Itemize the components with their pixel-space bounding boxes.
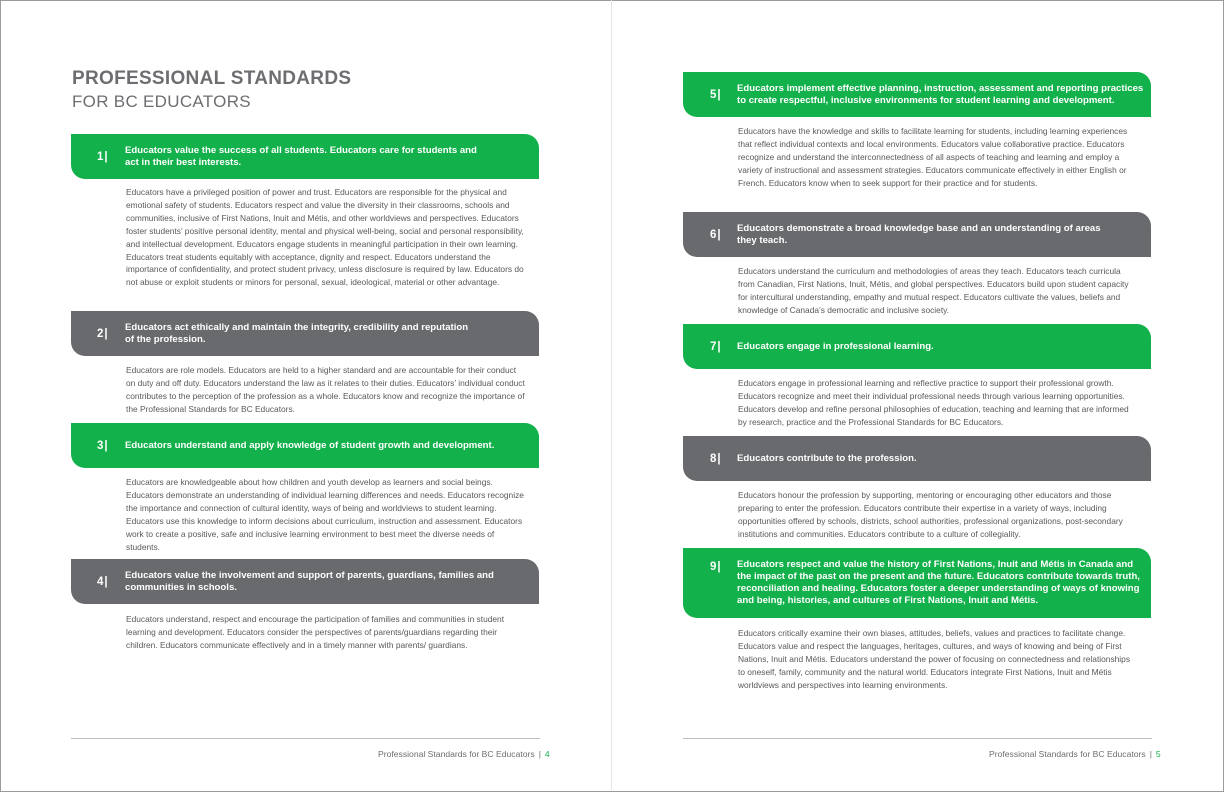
- standard-3-heading: Educators understand and apply knowledge of student growth and development.: [125, 439, 495, 451]
- standard-9-banner: [683, 548, 1151, 618]
- standard-4-number: 4|: [97, 575, 109, 588]
- standard-3-number: 3|: [97, 439, 109, 452]
- page-number: 5: [1155, 749, 1161, 759]
- standard-8-banner: [683, 436, 1151, 481]
- page-subtitle: FOR BC EDUCATORS: [72, 92, 251, 111]
- standard-3-text: Educators are knowledgeable about how children and youth develop as learners and social beings. Educators demonstrate an understanding of individual learning differences and needs. Educators recognize the importance and connection of cultural identity, ways of being and worldviews to student learning. Educators use this knowledge to inform decisions about curriculum, instruction and assessment. Educators work to create a positive, safe and inclusive learning environment to best meet the diverse needs of students.: [126, 477, 524, 552]
- standard-7-number: 7|: [710, 340, 722, 353]
- footer-right: [989, 749, 1161, 759]
- footer-rule-left: [71, 738, 540, 739]
- standard-3-banner: [71, 423, 539, 468]
- standard-5-text: Educators have the knowledge and skills to facilitate learning for students, including learning experiences that reflect individual contexts and local environments. Educators value collaborative practice. Educators recognize and understand the interconnectedness of all aspects of teaching and learning and employ a variety of instructional and assessment strategies. Educators communicate effectively in either English or French. Educators know when to seek support for their practice and for students.: [738, 126, 1128, 188]
- standard-1-heading: Educators value the success of all students. Educators care for students and act in their best interests.: [125, 144, 477, 168]
- page-number: 4: [544, 749, 550, 759]
- standard-2-banner: [71, 311, 539, 356]
- standard-5-banner: [683, 72, 1151, 117]
- footer-rule-right: [683, 738, 1152, 739]
- standard-4-text: Educators understand, respect and encourage the participation of families and communities in student learning and development. Educators consider the perspectives of parents/guardians regarding their children. Educators communicate effectively and in a timely manner with parents/ guardians.: [126, 614, 505, 650]
- standard-2-text: Educators are role models. Educators are held to a higher standard and are accountable for their conduct on duty and off duty. Educators understand the law as it relates to their duties. Educators’ individual conduct contributes to the perception of the profession as a whole. Educators know and recognize the importance of the Professional Standards for BC Educators.: [126, 365, 525, 414]
- page-gutter: [611, 0, 612, 790]
- standard-6-text: Educators understand the curriculum and methodologies of areas they teach. Educators teach curricula from Canadian, First Nations, Inuit, Métis, and global perspectives. Educators build upon student capacity for intercultural understanding, empathy and mutual respect. Educators cultivate the values, beliefs and knowledge of Canada’s democratic and inclusive society.: [738, 266, 1129, 315]
- standard-2-heading: Educators act ethically and maintain the integrity, credibility and reputation of the profession.: [125, 321, 469, 345]
- standard-4-heading: Educators value the involvement and support of parents, guardians, families and communities in schools.: [125, 569, 494, 593]
- standard-8-text: Educators honour the profession by supporting, mentoring or encouraging other educators and those preparing to enter the profession. Educators contribute their expertise in a variety of ways, including opportunities offered by schools, districts, school authorities, professional organizations, post-secondary institutions and communities. Educators contribute to a culture of collegiality.: [738, 490, 1123, 539]
- footer-separator: |: [1149, 749, 1152, 759]
- standard-5-number: 5|: [710, 88, 722, 101]
- standard-9-text: Educators critically examine their own biases, attitudes, beliefs, values and practices to facilitate change. Educators value and respect the languages, heritages, cultures, and ways of knowing and being of First Nations, Inuit and Métis. Educators understand the power of focusing on connectedness and relationships to oneself, family, community and the natural world. Educators integrate First Nations, Inuit and Métis worldviews and perspectives into learning environments.: [738, 628, 1131, 690]
- standard-2-number: 2|: [97, 327, 109, 340]
- standard-1-text: Educators have a privileged position of power and trust. Educators are responsible for the physical and emotional safety of students. Educators respect and value the diversity in their classrooms, schools and communities, inclusive of First Nations, Inuit and Métis, and other worldviews and perspectives. Educators foster students’ positive personal identity, mental and physical well-being, social and personal responsibility, and intellectual development. Educators engage students in meaningful participation in their own learning. Educators treat students equitably with acceptance, dignity and respect. Educators understand the importance of confidentiality, and protect student privacy, unless disclosure is required by law. Educators do not abuse or exploit students or minors for personal, sexual, ideological, material or other advantage.: [126, 187, 524, 288]
- standard-7-banner: [683, 324, 1151, 369]
- standard-4-banner: [71, 559, 539, 604]
- standard-8-heading: Educators contribute to the profession.: [737, 452, 917, 464]
- standard-9-heading: Educators respect and value the history of First Nations, Inuit and Métis in Canada and the impact of the past on the present and the future. Educators contribute towards truth, reconciliation and healing. Educators foster a deeper understanding of ways of knowing and being, histories, and cultures of First Nations, Inuit and Métis.: [737, 559, 1140, 606]
- standard-6-heading: Educators demonstrate a broad knowledge base and an understanding of areas they teach.: [737, 222, 1101, 246]
- standard-1-banner: [71, 134, 539, 179]
- footer-separator: |: [538, 749, 541, 759]
- standard-6-banner: [683, 212, 1151, 257]
- standard-7-text: Educators engage in professional learning and reflective practice to support their professional growth. Educators recognize and meet their individual professional needs through various learning opportunities. Educators develop and refine personal philosophies of education, teaching and learning that are informed by research, practice and the Professional Standards for BC Educators.: [738, 378, 1129, 427]
- standard-9-number: 9|: [710, 561, 722, 573]
- footer-label: Professional Standards for BC Educators: [989, 749, 1146, 759]
- standard-5-heading: Educators implement effective planning, instruction, assessment and reporting practices to create respectful, inclusive environments for student learning and development.: [737, 82, 1144, 106]
- standard-7-heading: Educators engage in professional learning.: [737, 340, 934, 352]
- standard-1-number: 1|: [97, 150, 109, 163]
- page-title: PROFESSIONAL STANDARDS: [72, 68, 352, 89]
- footer-left: [378, 749, 550, 759]
- footer-label: Professional Standards for BC Educators: [378, 749, 535, 759]
- standard-6-number: 6|: [710, 228, 722, 241]
- standard-8-number: 8|: [710, 452, 722, 465]
